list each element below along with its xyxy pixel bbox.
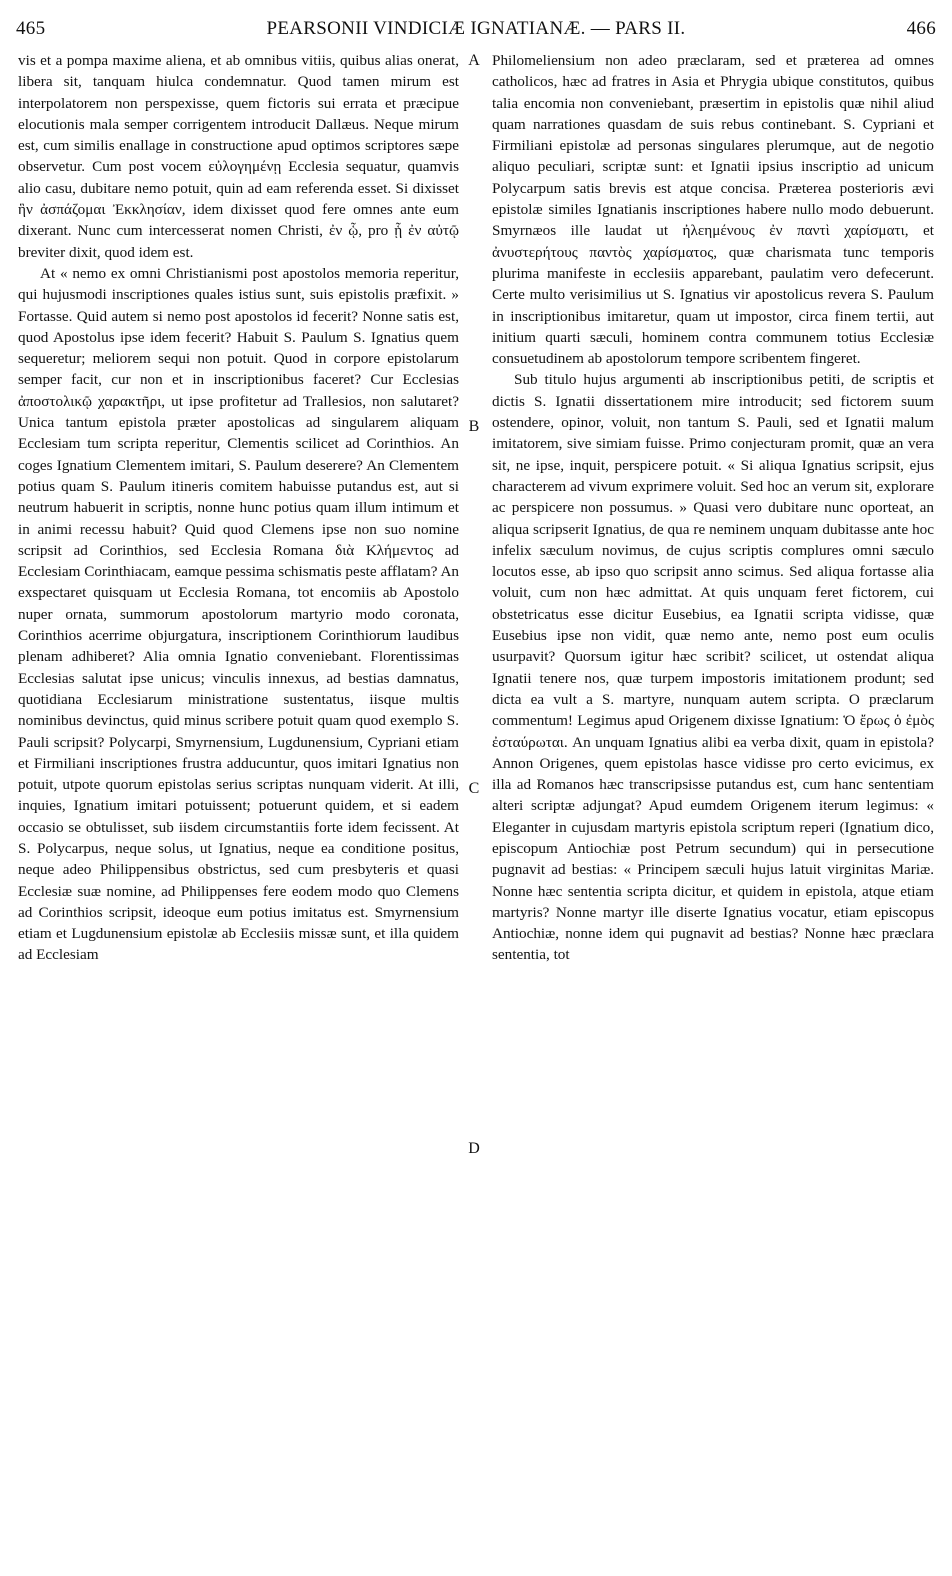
running-title: PEARSONII VINDICIÆ IGNATIANÆ. — PARS II. <box>266 18 686 39</box>
right-paragraph-1: Philomeliensium non adeo præclaram, sed et præterea ad omnes catholicos, hæc ad fratres in Asia et Phrygia ubique constitutos, quibus talia encomia non conveniebant, præsertim in epistolis quæ nihil aliud quam narrationes quasdam de suis rebus continebant. S. Cypriani et Firmiliani epistolæ ad personas singulares plerumque, aut de negotio aliquo peculiari, scriptæ sunt: et Ignatii ipsius inscriptio ad unicum Polycarpum satis brevis est atque concisa. Præterea posterioris ævi epistolæ similes Ignatianis inscriptiones habere nullo modo debuerunt. Smyrnæos ille laudat ut ἠλεημένους ἐν παντὶ χαρίσματι, et ἀνυστερήτους παντὸς χαρίσματος, quæ charismata tunc temporis plurima manifeste in ecclesiis apparebant, paulatim vero defecerunt. Certe multo verisimilius ut S. Ignatius vir apostolicus revera S. Paulum in inscriptionibus imitaretur, quam ut impostor, circa finem tertii, aut initium quarti sæculi, hominem contra communem totius Ecclesiæ consuetudinem ab apostolorum tempore scribentem fingeret. <box>492 52 934 368</box>
right-paragraph-2: Sub titulo hujus argumenti ab inscriptionibus petiti, de scriptis et dictis S. Ignatii dissertationem mire introducit; sed fictorem suum ostendere, opinor, voluit, non tantum S. Pauli, sed et Ignatii malum imitatorem, sive simiam fuisse. Primo conjecturam promit, quæ an vera sit, ne ipse, inquit, perspicere potuit. « Si aliqua Ignatius scripsit, ejus characterem ad vivum exprimere voluit. Sed hoc an verum sit, explorare ac perspicere non possumus. » Quasi vero dubitare nunc oporteat, an aliqua scripserit Ignatius, de qua re neminem unquam dubitasse ante hoc infelix sæculum novimus, de cujus scriptis complures omni sæculo locutos esse, ab ipso quo scripsit anno scimus. Sed aliqua fortasse alia voluit, cum non hæc admittat. At quis unquam feret fictorem, cui obstetricatus esse dicitur Eusebius, ea Ignatii scripta vidisse, quæ Eusebius ipse non vidit, quæ nemo ante, nemo post eum oculis usurpavit? Quorsum igitur hæc scribit? scilicet, ut ostendat aliqua Ignatii tenere nos, quæ turpem impostoris imitationem produnt; sed dicta ea vult a S. martyre, nunquam autem scripta. O præclarum commentum! Legimus apud Origenem dixisse Ignatium: Ὁ ἔρως ὁ ἐμὸς ἐσταύρωται. An unquam Ignatius alibi ea verba dixit, quam in epistola? Annon Origenes, quem epistolas hasce vidisse pro certo evicimus, ex illa ad Romanos hæc transcripsisse putandus est, cum hanc sententiam alteri scriptæ adjungat? Apud eumdem Origenem iterum legimus: « Eleganter in cujusdam martyris epistola scriptum reperi (Ignatium dico, episcopum Antiochiæ post Petrum secundum) qui in persecutione pugnavit ad bestias: « Principem sæculi hujus latuit virginitas Mariæ. Nonne hæc sententia scripta dicitur, et quidem in epistola, atque etiam martyris? Nonne martyr ille diserte Ignatius vocatur, etiam episcopus Antiochiæ, nonne idem qui pugnavit ad bestias? Nonne hæc præclara sententia, tot <box>492 371 934 964</box>
running-header <box>16 18 936 44</box>
left-paragraph-2: At « nemo ex omni Christianismi post apostolos memoria reperitur, qui hujusmodi inscriptiones quales istius sunt, suis epistolis præfixit. » Fortasse. Quid autem si nemo post apostolos id fecerit? Nonne satis est, quod Apostolus ipse idem fecerit? Habuit S. Paulum S. Ignatius quem sequeretur; meliorem sequi non potuit. Quod in corpore epistolarum semper facit, cur non et in inscriptionibus faceret? Cur Ecclesias ἀποστολικῷ χαρακτῆρι, ut ipse profitetur ad Trallesios, non salutaret? Unica tantum epistola præter apostolicas ad singularem aliquam Ecclesiam tum scripta reperitur, Clementis scilicet ad Corinthios. An coges Ignatium Clementem imitari, S. Paulum deserere? An Clementem potius quam S. Paulum itineris comitem habuisse putandus est, aut si neutrum habuerit in scriptis, nonne hunc potius quam illum intimum et in animi recessu habuit? Quid quod Clemens ipse non suo nomine scripsit ad Corinthios, sed Ecclesia Romana διὰ Κλήμεντος ad Ecclesiam Corinthiacam, eamque pessima schismatis peste afflatam? An exspectaret quisquam ut Ecclesia Romana, tot encomiis ab Apostolo nuper ornata, summorum apostolorum martyrio modo coronata, Corinthios acerrime objurgatura, inscriptionem Corinthiorum laudibus plenam adhiberet? Alia omnia Ignatio conveniebant. Florentissimas Ecclesias salutat ipse unicus; vinculis innexus, ad bestias damnatus, quotidiana Ecclesiarum ministratione sustentatus, iisque multis nominibus devinctus, quid minus scribere potuit quam quod exemplo S. Pauli scripsit? Polycarpi, Smyrnensium, Lugdunensium, Cypriani etiam et Firmiliani inscriptiones frustra adducuntur, quos imitari Ignatius non potuit, utpote quorum epistolas serius scriptas nunquam viderit. At illi, inquies, Ignatium imitari potuissent; potuerunt quidem, et si eadem occasio se obtulisset, sub iisdem circumstantiis forte idem fecissent. At S. Polycarpus, neque solus, ut Ignatius, neque ea conditione positus, neque adeo Philippensibus obstrictus, sed cum presbyteris et quasi Ecclesiæ suæ nomine, ad Philippenses fere eodem modo quo Clemens ad Corinthios scripsit, ideoque eum potius imitatus est. Smyrnensium etiam et Lugdunensium epistolæ ab Ecclesiis missæ sunt, et illa quidem ad Ecclesiam <box>18 264 459 964</box>
page-number-right: 466 <box>906 18 936 39</box>
page-number-left: 465 <box>16 18 46 39</box>
margin-marker-d: D <box>468 1140 480 1157</box>
left-column <box>18 50 459 966</box>
margin-marker-c: C <box>468 780 480 797</box>
left-paragraph-1: vis et a pompa maxime aliena, et ab omnibus vitiis, quibus alias onerat, libera sit, tanquam hiulca condemnatur. Quod tamen mirum est interpolatorem non perspexisse, quem fictoris sui errata et præcipue elocutionis mala semper corrigentem introducit Dallæus. Neque mirum est, cum similis enallage in constructione apud optimos scriptores sæpe observetur. Cum post vocem εὐλογημένῃ Ecclesia sequatur, quamvis alio casu, dubitare nemo potuit, quin ad eam referenda esset. Si dixisset ἣν ἀσπάζομαι Ἐκκλησίαν, idem dixisset quod fere omnes ante eum dixerant. Nunc cum intercesserat nomen Christi, ἐν ᾧ, pro ᾗ ἐν αὐτῷ breviter dixit, quod idem est. <box>18 52 459 261</box>
right-column <box>492 50 934 966</box>
margin-marker-b: B <box>468 418 480 435</box>
margin-marker-a: A <box>468 52 480 69</box>
